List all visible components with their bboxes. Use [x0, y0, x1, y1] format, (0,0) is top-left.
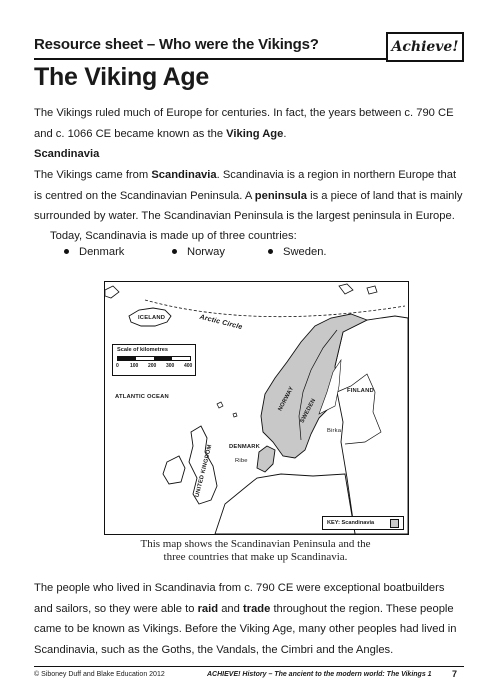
footer-series: ACHIEVE! History – The ancient to the modern world: The Vikings 1 — [207, 671, 432, 678]
footer-rule — [34, 666, 464, 667]
scandinavia-paragraph: The Vikings came from Scandinavia. Scandinavia is a region in northern Europe that is centred on the Scandinavian Peninsula. A peninsula is a piece of land that is mainly surrounded by water. The Scandinavian Peninsula is the largest peninsula in Europe. — [34, 169, 463, 222]
denmark-label: DENMARK — [229, 444, 261, 450]
achieve-badge: Achieve! — [386, 32, 464, 62]
header — [34, 32, 464, 62]
scale-box: Scale of kilometres 0 100 200 300 400 — [112, 344, 196, 376]
scale-title: Scale of kilometres — [117, 347, 168, 353]
bullet-icon — [268, 249, 273, 254]
key-label: KEY: Scandinavia — [327, 520, 375, 526]
page-number: 7 — [452, 669, 458, 679]
united-kingdom-label: UNITED KINGDOM — [194, 444, 214, 498]
list-item: Sweden. — [268, 246, 327, 258]
bullet-icon — [64, 249, 69, 254]
northern-islands — [339, 284, 377, 294]
ireland-shape — [163, 456, 185, 484]
birka-label: Birka — [327, 428, 342, 434]
atlantic-ocean-label: ATLANTIC OCEAN — [115, 394, 169, 400]
ribe-label: Ribe — [235, 458, 248, 464]
header-title: Resource sheet – Who were the Vikings? — [34, 36, 319, 53]
scandinavia-subheading: Scandinavia — [34, 148, 100, 160]
map-caption: This map shows the Scandinavian Peninsula and the three countries that make up Scandinavia. — [140, 538, 371, 563]
footer-copyright: © Siboney Duff and Blake Education 2012 — [34, 671, 165, 678]
countries-intro: Today, Scandinavia is made up of three countries: — [50, 230, 297, 242]
finland-label: FINLAND — [347, 388, 374, 394]
scandinavia-map — [104, 281, 409, 535]
sweden-label: SWEDEN — [299, 397, 318, 425]
small-islands — [217, 402, 237, 417]
intro-paragraph: The Vikings ruled much of Europe for centuries. In fact, the years between c. 790 CE and c. 1066 CE became known as the Viking Age. — [34, 107, 454, 140]
scandinavia-key-swatch — [390, 519, 399, 528]
boatbuilders-paragraph: The people who lived in Scandinavia from c. 790 CE were exceptional boatbuilders and sailors, so they were able to raid and trade throughout the region. These people came to be known as Vikings. Before the Viking Age, many other peoples had lived in Scandinavia, such as the Goths, the Vandals, the Cimbri and the Angles. — [34, 582, 457, 656]
iceland-label: ICELAND — [138, 315, 166, 321]
scale-bar — [117, 356, 191, 361]
bullet-icon — [172, 249, 177, 254]
greenland-edge — [105, 286, 119, 298]
map-key — [322, 516, 404, 530]
arctic-circle-label: Arctic Circle — [198, 313, 244, 332]
page-title: The Viking Age — [34, 63, 209, 91]
list-item: Denmark — [64, 246, 124, 258]
list-item: Norway — [172, 246, 225, 258]
arctic-circle-line — [145, 300, 405, 317]
header-rule — [34, 58, 390, 60]
norway-label: NORWAY — [277, 385, 296, 413]
